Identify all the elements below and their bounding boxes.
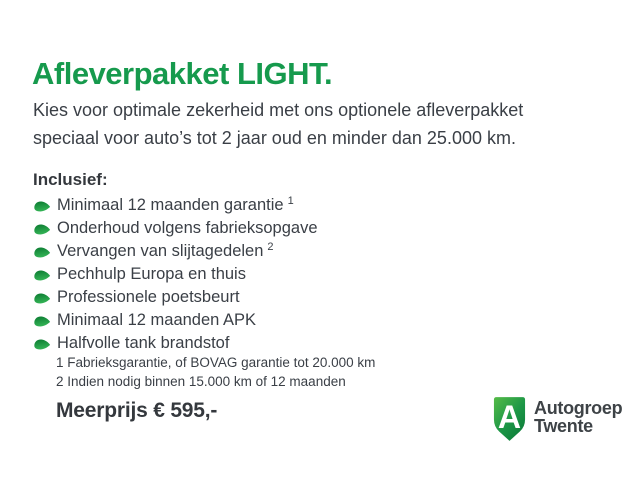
list-item-label: Minimaal 12 maanden APK xyxy=(57,311,257,329)
list-item-label: Minimaal 12 maanden garantie xyxy=(57,196,284,214)
footnote-marker: 2 xyxy=(267,240,274,253)
logo-wordmark xyxy=(534,400,622,435)
leaf-bullet-icon xyxy=(33,222,51,236)
shield-a-icon xyxy=(492,394,527,443)
intro-text: Kies voor optimale zekerheid met ons optionele afleverpakket speciaal voor auto’s tot 2 jaar oud en minder dan 25.000 km. xyxy=(33,100,524,148)
list-item xyxy=(33,240,322,263)
list-item-label: Professionele poetsbeurt xyxy=(57,288,240,306)
autogroep-twente-logo xyxy=(492,394,622,443)
list-item xyxy=(33,286,322,309)
page-title: Afleverpakket LIGHT. xyxy=(32,56,333,91)
list-item-label: Halfvolle tank brandstof xyxy=(57,334,230,352)
leaf-bullet-icon xyxy=(33,291,51,305)
leaf-bullet-icon xyxy=(33,314,51,328)
list-item xyxy=(33,217,322,240)
list-item xyxy=(33,194,322,217)
leaf-bullet-icon xyxy=(33,337,51,351)
logo-letter: A xyxy=(497,399,522,436)
leaf-bullet-icon xyxy=(33,199,51,213)
list-item-label: Pechhulp Europa en thuis xyxy=(57,265,246,283)
price-text: Meerprijs € 595,- xyxy=(56,399,218,422)
leaf-bullet-icon xyxy=(33,245,51,259)
leaf-bullet-icon xyxy=(33,268,51,282)
list-item xyxy=(33,332,322,355)
footnote-2: 2 Indien nodig binnen 15.000 km of 12 maanden xyxy=(56,373,346,389)
list-item-label: Onderhoud volgens fabrieksopgave xyxy=(57,219,318,237)
logo-line-1: Autogroep xyxy=(534,398,623,418)
logo-line-2: Twente xyxy=(534,415,593,436)
footnotes xyxy=(56,354,375,391)
list-item-label: Vervangen van slijtagedelen xyxy=(57,242,264,260)
inclusions-list xyxy=(33,194,322,355)
list-header: Inclusief: xyxy=(33,170,108,189)
list-item xyxy=(33,263,322,286)
footnote-1: 1 Fabrieksgarantie, of BOVAG garantie tot 20.000 km xyxy=(56,355,376,370)
list-item xyxy=(33,309,322,332)
footnote-marker: 1 xyxy=(287,194,294,207)
